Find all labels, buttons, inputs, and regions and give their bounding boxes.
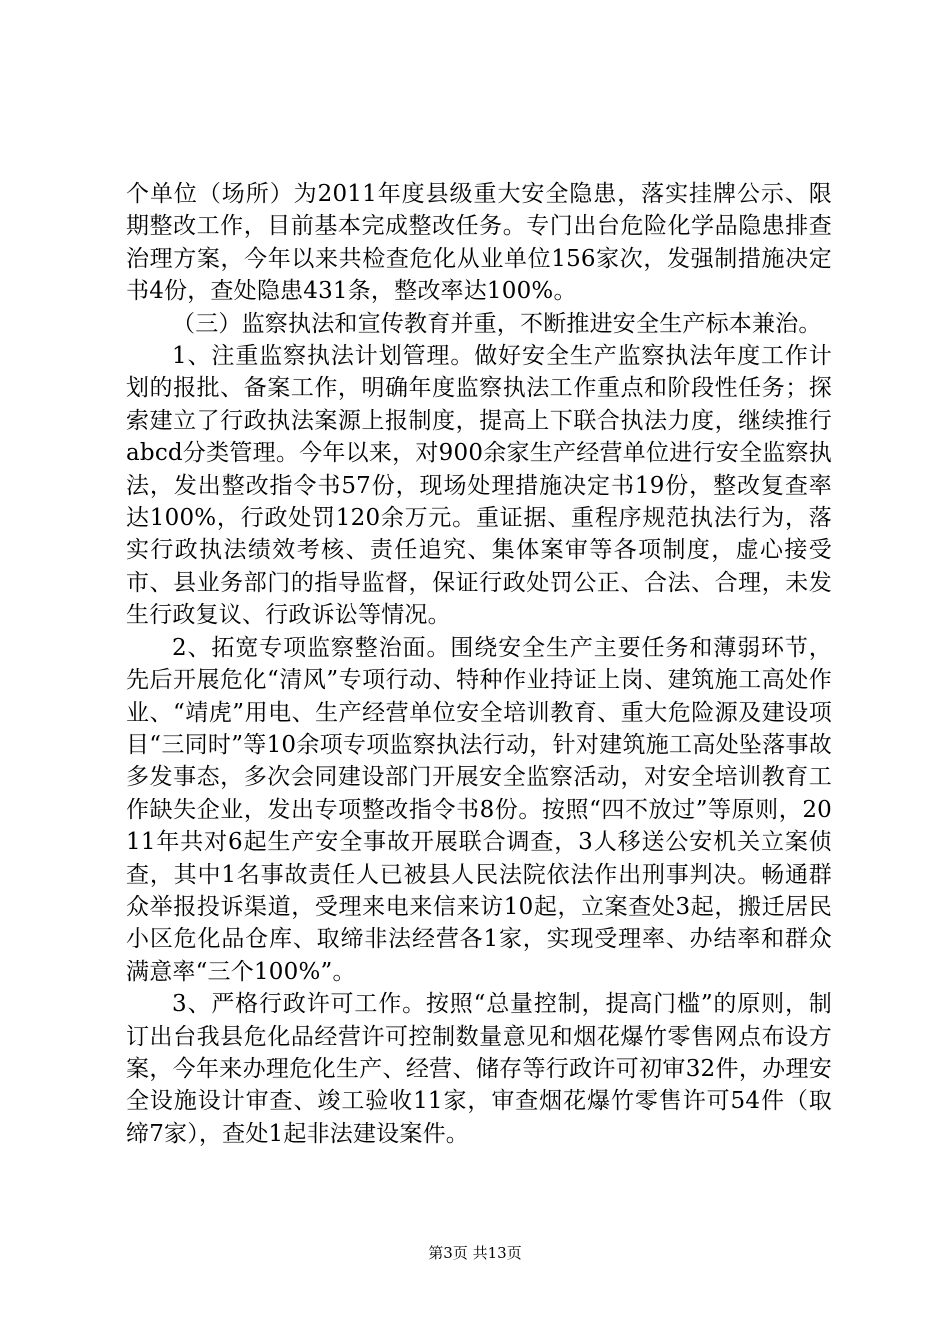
paragraph-5: 3、严格行政许可工作。按照“总量控制，提高门槛”的原则，制订出台我县危化品经营许可控制数量意见和烟花爆竹零售网点布设方案，今年来办理危化生产、经营、储存等行政许可初审32件，办理安全设施设计审查、竣工验收11家，审查烟花爆竹零售许可54件（取缔7家），查处1起非法建设案件。	[126, 991, 832, 1147]
paragraph-4: 2、拓宽专项监察整治面。围绕安全生产主要任务和薄弱环节，先后开展危化“清风”专项行动、特种作业持证上岗、建筑施工高处作业、“靖虎”用电、生产经营单位安全培训教育、重大危险源及建设项目“三同时”等10余项专项监察执法行动，针对建筑施工高处坠落事故多发事态，多次会同建设部门开展安全监察活动，对安全培训教育工作缺失企业，发出专项整改指令书8份。按照“四不放过”等原则，2011年共对6起生产安全事故开展联合调查，3人移送公安机关立案侦查，其中1名事故责任人已被县人民法院依法作出刑事判决。畅通群众举报投诉渠道，受理来电来信来访10起，立案查处3起，搬迁居民小区危化品仓库、取缔非法经营各1家，实现受理率、办结率和群众满意率“三个100%”。	[126, 634, 832, 985]
page-number-label: 第3页 共13页	[428, 1244, 522, 1262]
paragraph-3: 1、注重监察执法计划管理。做好安全生产监察执法年度工作计划的报批、备案工作，明确年度监察执法工作重点和阶段性任务；探索建立了行政执法案源上报制度，提高上下联合执法力度，继续推行abcd分类管理。今年以来，对900余家生产经营单位进行安全监察执法，发出整改指令书57份，现场处理措施决定书19份，整改复查率达100%，行政处罚120余万元。重证据、重程序规范执法行为，落实行政执法绩效考核、责任追究、集体案审等各项制度，虚心接受市、县业务部门的指导监督，保证行政处罚公正、合法、合理，未发生行政复议、行政诉讼等情况。	[126, 343, 832, 629]
paragraph-1: 个单位（场所）为2011年度县级重大安全隐患，落实挂牌公示、限期整改工作，目前基本完成整改任务。专门出台危险化学品隐患排查治理方案，今年以来共检查危化从业单位156家次，发强制措施决定书4份，查处隐患431条，整改率达100%。	[126, 181, 832, 305]
page-footer	[0, 1243, 950, 1263]
document-body	[126, 178, 832, 1150]
paragraph-2: （三）监察执法和宣传教育并重，不断推进安全生产标本兼治。	[172, 310, 822, 337]
